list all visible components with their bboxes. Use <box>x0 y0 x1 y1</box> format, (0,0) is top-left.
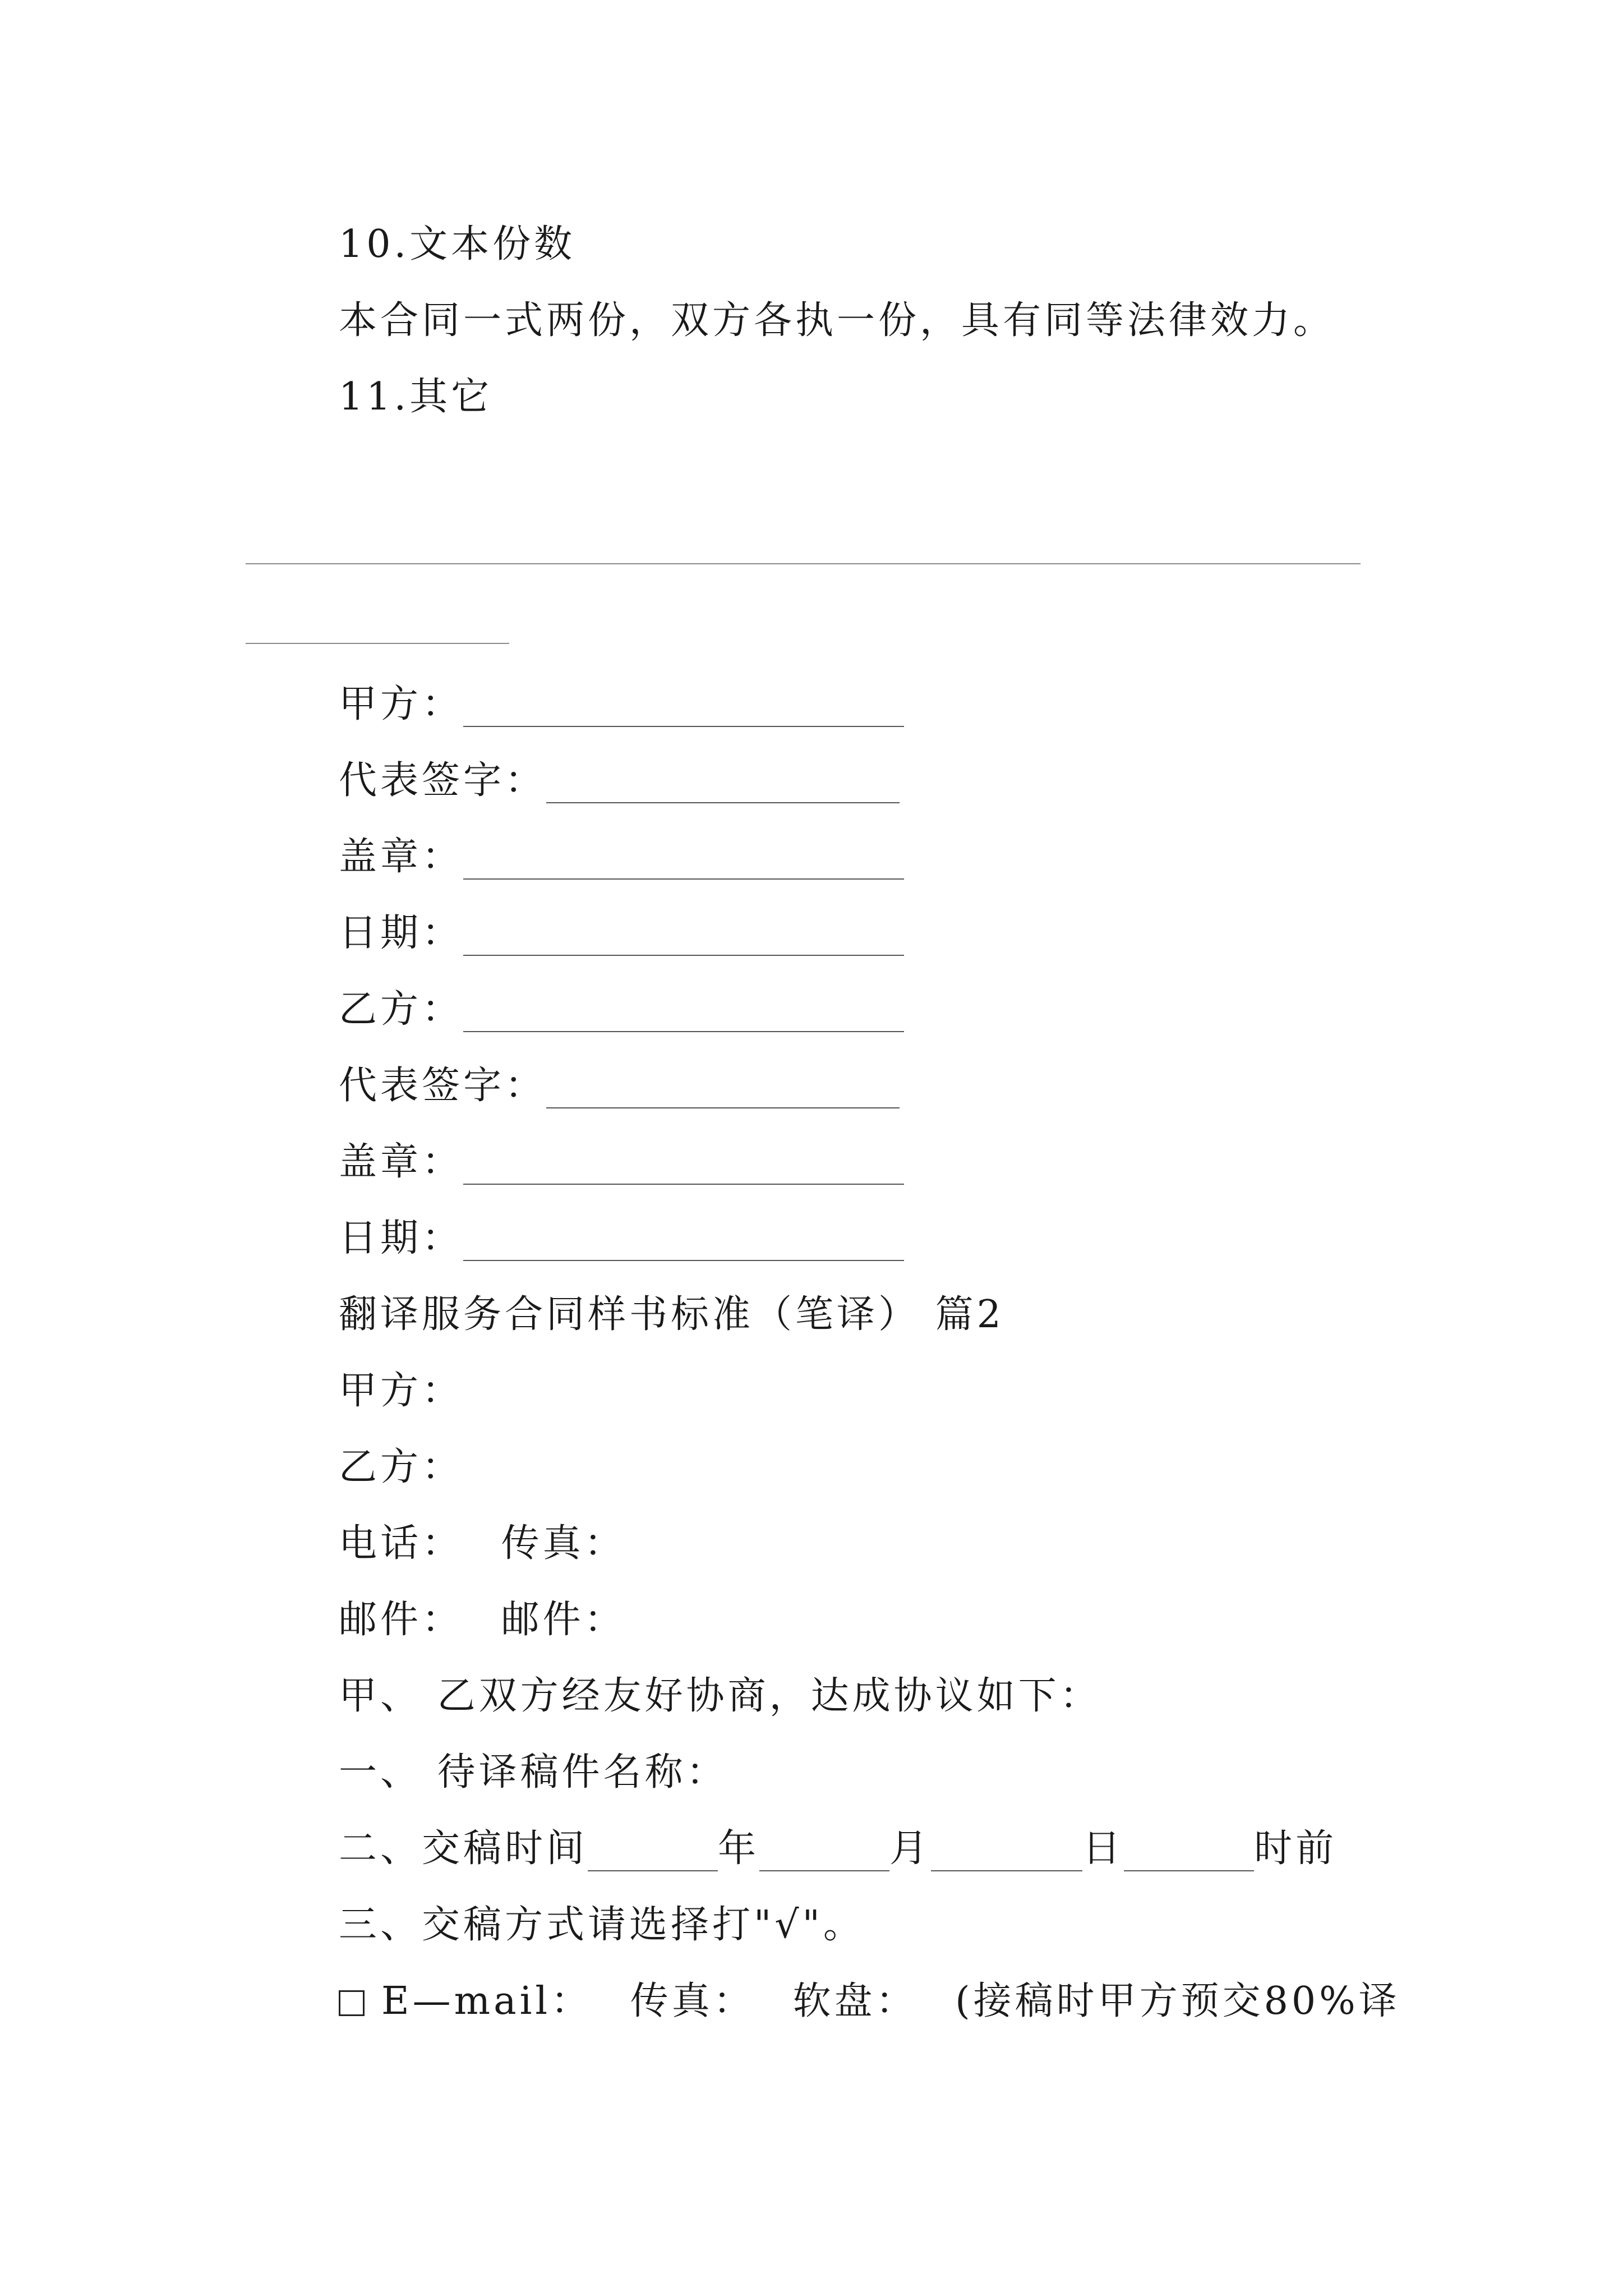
contract-2-party-a: 甲方： <box>339 1369 464 1413</box>
day-label: 日 <box>1082 1826 1124 1871</box>
signature-label: 盖章： <box>339 1140 464 1184</box>
signature-label: 代表签字： <box>339 758 547 803</box>
signature-blank[interactable] <box>463 1144 904 1185</box>
email-label-b: 邮件： <box>501 1598 626 1642</box>
signature-blank[interactable] <box>546 1068 900 1108</box>
signature-blank[interactable] <box>463 687 904 727</box>
signature-rep-a <box>339 758 900 803</box>
contract-2-title: 翻译服务合同样书标准（笔译） 篇2 <box>339 1292 1004 1337</box>
contract-2-party-b: 乙方： <box>339 1445 464 1489</box>
signature-party-a <box>339 682 904 727</box>
divider-short <box>246 643 509 644</box>
month-label: 月 <box>889 1826 932 1871</box>
delivery-time-label: 二、交稿时间 <box>339 1826 588 1871</box>
option-email: E—mail： <box>381 1979 593 2023</box>
fax-label: 传真： <box>501 1521 626 1566</box>
contract-2-agreement: 甲、 乙双方经友好协商，达成协议如下： <box>339 1674 1101 1718</box>
signature-party-b <box>339 987 904 1032</box>
contract-2-item-3: 三、交稿方式请选择打"√"。 <box>339 1903 865 1947</box>
option-fax: 传真： <box>630 1979 755 2023</box>
year-blank[interactable] <box>588 1833 718 1871</box>
option-note: (接稿时甲方预交80%译 <box>955 1979 1400 2023</box>
signature-blank[interactable] <box>546 763 900 803</box>
hour-blank[interactable] <box>1124 1833 1254 1871</box>
signature-blank[interactable] <box>463 992 904 1032</box>
month-blank[interactable] <box>759 1833 889 1871</box>
signature-seal-a <box>339 835 904 880</box>
section-10-body: 本合同一式两份，双方各执一份，具有同等法律效力。 <box>339 298 1335 343</box>
contract-2-emails <box>339 1598 626 1642</box>
year-label: 年 <box>718 1826 760 1871</box>
contract-2-item-3-options <box>339 1979 1400 2024</box>
signature-label: 盖章： <box>339 835 464 879</box>
signature-date-a <box>339 911 904 956</box>
signature-date-b <box>339 1216 904 1261</box>
phone-label: 电话： <box>339 1521 464 1566</box>
contract-2-item-1: 一、 待译稿件名称： <box>339 1750 728 1795</box>
contract-2-item-2 <box>339 1826 1337 1871</box>
checkbox-icon[interactable] <box>339 1990 365 2016</box>
signature-rep-b <box>339 1064 900 1108</box>
signature-label: 日期： <box>339 911 464 955</box>
signature-label: 乙方： <box>339 987 464 1032</box>
before-label: 时前 <box>1254 1826 1338 1871</box>
day-blank[interactable] <box>931 1833 1082 1871</box>
divider-long <box>246 563 1361 564</box>
signature-label: 日期： <box>339 1216 464 1260</box>
contract-2-phone-fax <box>339 1521 626 1566</box>
option-disk: 软盘： <box>792 1979 917 2023</box>
signature-blank[interactable] <box>463 839 904 880</box>
signature-blank[interactable] <box>463 915 904 956</box>
signature-blank[interactable] <box>463 1221 904 1261</box>
signature-label: 代表签字： <box>339 1064 547 1108</box>
section-10-heading: 10.文本份数 <box>339 222 576 266</box>
signature-label: 甲方： <box>339 682 464 726</box>
email-label-a: 邮件： <box>339 1598 464 1642</box>
section-11-heading: 11.其它 <box>339 375 493 419</box>
signature-seal-b <box>339 1140 904 1185</box>
